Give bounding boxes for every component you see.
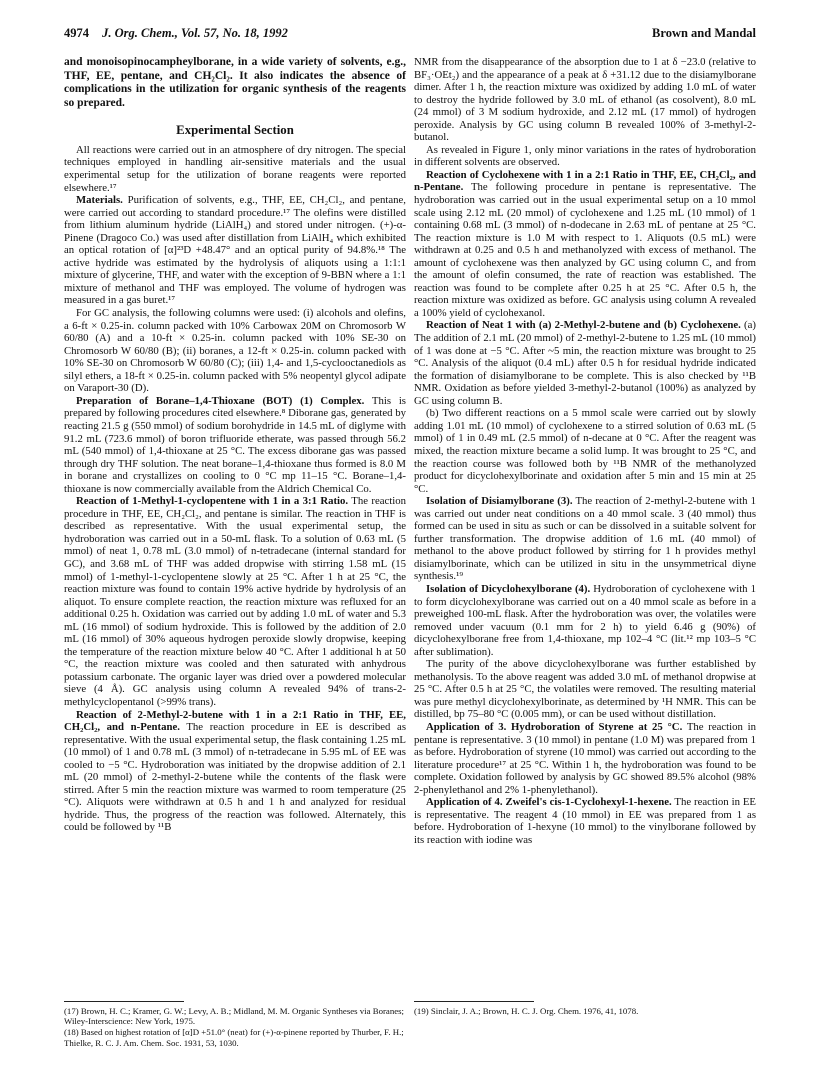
paragraph-text: This is prepared by following procedures cited elsewhere.⁸ Diborane gas, generated by reacting 21.5 g (550 mmol) of sodium borohydride in 14.5 mL of diglyme with 91.2 mL (723.6 mmol) of boron trifluoride etherate, was passed through 56.2 mL (540 mmol) of 1,4-thioxane at 25 °C. The excess diborane gas was passed through dry THF solution. The neat borane–1,4-thioxane thus formed is 8.0 M in borane and crystallizes on cooling to 0 °C mp 11–15 °C. Borane–1,4-thioxane is now commercially available from the Aldrich Chemical Co. — [64, 394, 406, 495]
page-number: 4974 — [64, 26, 89, 40]
run-in-heading: Reaction of Neat 1 with (a) 2-Methyl-2-butene and (b) Cyclohexene. — [426, 319, 741, 332]
paragraph-text: The reaction procedure in THF, EE, CH₂Cl₂, and pentane is similar. The reaction in THF is described as representative. With the usual experimental setup, the hydroboration was carried out in a 50-mL flask. To a solution of 0.63 mL (5 mmol) of neat 1, 0.78 mL (3.0 mmol) of n-tetradecane (internal standard for GC), and 3.68 mL of THF was added dropwise with stirring 1.58 mL (15 mmol) of 1-methyl-1-cyclopentene slowly at 25 °C. After 1 h at 25 °C, the reaction mixture was found to contain 19% active hydride by hydrolysis of an aliquot. To ensure complete reaction, the reaction mixture was refluxed for an additional 0.25 h. Oxidation was carried out by adding 1.0 mL of water and 5.3 mL (16 mmol) of sodium hydroxide. This is followed by the addition of 2.0 mL (16 mmol) of 30% aqueous hydrogen peroxide slowly dropwise, keeping the temperature of the reaction mixture below 40 °C. After 1 additional h at 50 °C, the reaction mixture was cooled and then saturated with anhydrous potassium carbonate. The organic layer was dried over a powdered molecular sieve (4 Å). GC analysis using column A revealed 94% of trans-2-methylcyclopentanol (>99% trans). — [64, 495, 406, 708]
footnote-17: (17) Brown, H. C.; Kramer, G. W.; Levy, A. B.; Midland, M. M. Organic Syntheses via Boranes; Wiley-Interscience: New York, 1975. — [64, 1006, 405, 1027]
paragraph-text: The reaction of 2-methyl-2-butene with 1 was carried out under neat conditions on a 40 mmol scale. 3 (40 mmol) thus formed can be used in situ as such or can be dissolved in a suitable solvent for further transformation. The dropwise addition of 1.6 mL (40 mmol) of methanol to the above product followed by stirring for 1 h provides methyl disiamylborinate, which can be utilized in situ in the unsymmetrical diyne synthesis.¹⁹ — [414, 495, 756, 583]
run-in-heading: Application of 3. Hydroboration of Styrene at 25 °C. — [426, 720, 683, 733]
paragraph-text: (a) The addition of 2.1 mL (20 mmol) of 2-methyl-2-butene to 1.25 mL (10 mmol) of 1 was done at −5 °C. After ~5 min, the reaction mixture was brought to 25 °C. Analysis of the aliquot (0.4 mL) after 0.5 h for residual hydride indicated the formation of disiamylborane to be complete. This is also checked by ¹¹B NMR. Oxidation as before yielded 3-methyl-2-butanol (100%) as analyzed by GC using column B. — [414, 319, 756, 407]
paragraph-disiamylborane — [414, 495, 756, 583]
paragraph-styrene — [414, 721, 756, 796]
paragraph-methylcyclopentene — [64, 495, 406, 708]
paragraph-cyclohexene — [414, 169, 756, 320]
footnote-divider — [414, 1001, 534, 1002]
paragraph-text: The reaction in EE is representative. The reagent 4 (10 mmol) in EE was prepared from 1 as before. Hydroboration of 1-hexyne (10 mmol) to the vinylborane followed by its reaction with iodine was — [414, 796, 756, 846]
footnotes-left — [64, 1001, 406, 1049]
intro-paragraph: and monoisopinocampheylborane, in a wide variety of solvents, e.g., THF, EE, pentane, and CH₂Cl₂. It also indicates the absence of complications in the utilization for organic synthesis of the reagents so prepared. — [64, 56, 406, 109]
header-left — [64, 26, 288, 41]
section-title: Experimental Section — [176, 123, 294, 138]
paragraph-general: All reactions were carried out in an atmosphere of dry nitrogen. The special techniques employed in handling air-sensitive materials and the usual experimental setup for the utilization of borane reagents were reported elsewhere.¹⁷ — [64, 143, 406, 194]
journal-citation: J. Org. Chem., Vol. 57, No. 18, 1992 — [102, 26, 288, 40]
paragraph-text: Hydroboration of cyclohexene with 1 to form dicyclohexylborane was carried out on a 40 mmol scale as before in a preweighed 100-mL flask. After the hydroboration was over, the volatiles were removed under vacuum (0.1 mm for 2 h) to yield 6.46 g (90%) of dicyclohexylborane free from 1,4-thioxane, mp 102–4 °C (lit.¹² mp 103–5 °C after sublimation). — [414, 582, 757, 658]
paragraph-dicyclohexylborane — [414, 583, 756, 658]
footnotes-right — [414, 1001, 756, 1017]
paragraph-figure-ref: As revealed in Figure 1, only minor variations in the rates of hydroboration in different solvents are observed. — [414, 143, 756, 169]
run-in-heading: Materials. — [76, 194, 123, 207]
header-authors: Brown and Mandal — [652, 26, 756, 40]
paragraph-text: The reaction in pentane is representative. 3 (10 mmol) in pentane (1.0 M) was prepared from 1 as before. Hydroboration of styrene (10 mmol) was carried out according to the literature procedure¹⁷ at 25 °C. Within 1 h, the hydroboration was found to be complete. Oxidation followed by analysis by GC showed 89.5% alcohol (98% 2-phenylethanol and 2% 1-phenylethanol). — [414, 720, 756, 796]
run-in-heading: Isolation of Disiamylborane (3). — [426, 495, 573, 508]
paragraph-nmr-continued: NMR from the disappearance of the absorption due to 1 at δ −23.0 (relative to BF₃·OEt₂) and the appearance of a peak at δ +31.12 due to the disiamylborane dimer. After 1 h, the reaction mixture was oxidized by adding 1.0 mL of water to destroy the hydride followed by 3.0 mL of ethanol (as cosolvent), 8.0 mL (24 mmol) of 3 M sodium hydroxide, and 2.12 mL (17 mmol) of hydrogen peroxide. Analysis by GC using column B revealed 100% of 3-methyl-2-butanol. — [414, 56, 756, 144]
paragraph-zweifel — [414, 796, 756, 846]
run-in-heading: Preparation of Borane–1,4-Thioxane (BOT) (1) Complex. — [76, 394, 365, 407]
footnote-19: (19) Sinclair, J. A.; Brown, H. C. J. Org. Chem. 1976, 41, 1078. — [414, 1006, 639, 1016]
paragraph-bot-prep — [64, 395, 406, 495]
paragraph-purity: The purity of the above dicyclohexylborane was further established by methanolysis. To the above reagent was added 3.0 mL of methanol dropwise at 25 °C. After 0.5 h at 25 °C, the volatiles were removed. The resulting material was pure methyl dicyclohexylborinate, as determined by ¹H NMR. This can be distilled, bp 75–80 °C (0.005 mm), or can be used without distillation. — [414, 658, 756, 721]
paragraph-text: Purification of solvents, e.g., THF, EE, CH₂Cl₂, and pentane, were carried out according to standard procedure.¹⁷ The olefins were distilled from lithium aluminum hydride (LiAlH₄) and stored under nitrogen. (+)-α-Pinene (Dragoco Co.) was used after distillation from LiAlH₄ which exhibited an optical rotation of [α]²³D +48.47° and an optical purity of 94.8%.¹⁸ The active hydride was estimated by the hydrolysis of aliquots using a 1:1:1 mixture of glycerine, THF, and water with the exception of 9-BBN where a 1:1 mixture of methanol and THF was employed. The volume of hydrogen was measured in a gas buret.¹⁷ — [64, 194, 406, 307]
paragraph-methylbutene — [64, 709, 406, 834]
run-in-heading: Isolation of Dicyclohexylborane (4). — [426, 582, 591, 595]
paragraph-neat-reaction — [414, 319, 756, 407]
right-column — [414, 56, 756, 846]
paragraph-text: The reaction procedure in EE is described as representative. With the usual experimental setup, the flask containing 1.25 mL (10 mmol) of 1 and 0.78 mL (3 mmol) of n-tetradecane in 5.95 mL of EE was cooled to −5 °C. Hydroboration was initiated by the dropwise addition of 2.1 mL (20 mmol) of 2-methyl-2-butene while the contents of the flask were stirred. After 5 min the reaction mixture was warmed to room temperature (25 °C). Aliquots were withdrawn at 0.5 h and 1 h and analyzed for residual hydride. Thus, the progress of the reaction was followed. Alternately, this could be followed by ¹¹B — [64, 721, 406, 834]
run-in-heading: Reaction of 1-Methyl-1-cyclopentene with 1 in a 3:1 Ratio. — [76, 495, 349, 508]
paragraph-text: The following procedure in pentane is representative. The hydroboration was carried out in the usual experimental setup on a 10 mmol scale using 2.12 mL (20 mmol) of cyclohexene and 1.25 mL (10 mmol) of 1 containing 0.68 mL (3 mmol) of n-dodecane in 2.63 mL of pentane at 25 °C. The reaction mixture is 1.0 M with respect to 1. Aliquots (0.5 mL) were withdrawn at 0.25 and 0.5 h and methanolyzed with excess of methanol. The amount of cyclohexene was then analyzed by GC using column C, and from the amount of olefin consumed, the rate of reaction was established. The reaction was found to be complete after 0.25 h at 25 °C. After 0.5 h, the reaction mixture was oxidized as before. GC analysis using column A revealed a 100% yield of cyclohexanol. — [414, 181, 756, 319]
paragraph-materials — [64, 194, 406, 307]
run-in-heading: Reaction of 2-Methyl-2-butene with 1 in a 2:1 Ratio in THF, EE, CH₂Cl₂, and n-Pentane. — [64, 708, 406, 734]
run-in-heading: Application of 4. Zweifel's cis-1-Cyclohexyl-1-hexene. — [426, 796, 672, 809]
paragraph-part-b: (b) Two different reactions on a 5 mmol scale were carried out by slowly adding 1.01 mL (10 mmol) of cyclohexene to a stirred solution of 0.63 mL (5 mmol) of 1 in 0.49 mL (2.5 mmol) of n-decane at 0 °C. After the reagent was mixed, the reaction mixture became a solid lump. It was brought to 25 °C, and the reaction course was followed both by ¹¹B NMR of the methanolyzed product for dicyclohexylborinate and oxidation after 5 min and 15 min at 25 °C. — [414, 407, 756, 495]
run-in-heading: Reaction of Cyclohexene with 1 in a 2:1 Ratio in THF, EE, CH₂Cl₂, and n-Pentane. — [414, 168, 756, 194]
left-column — [64, 56, 406, 834]
footnote-divider — [64, 1001, 184, 1002]
paragraph-gc-columns: For GC analysis, the following columns were used: (i) alcohols and olefins, a 6-ft × 0.25-in. column packed with 10% Carbowax 20M on Chromosorb W 60/80 (A) and a 10-ft × 0.25-in. column packed with 10% SE-30 on Chromosorb W 60/80 (B); (ii) boranes, a 12-ft × 0.25-in. column packed with 10% SE-30 on Chromosorb W 60/80 (C); (iii) 1,4- and 1,5-cyclooctanediols as silyl ethers, a 18-ft × 0.25-in. column packed with 5% neopentyl glycol adipate on Varaport-30 (D). — [64, 307, 406, 395]
footnote-18: (18) Based on highest rotation of [α]D +51.0° (neat) for (+)-α-pinene reported by Thurber, F. H.; Thielke, R. C. J. Am. Chem. Soc. 1931, 53, 1030. — [64, 1027, 404, 1048]
running-header — [64, 26, 756, 48]
